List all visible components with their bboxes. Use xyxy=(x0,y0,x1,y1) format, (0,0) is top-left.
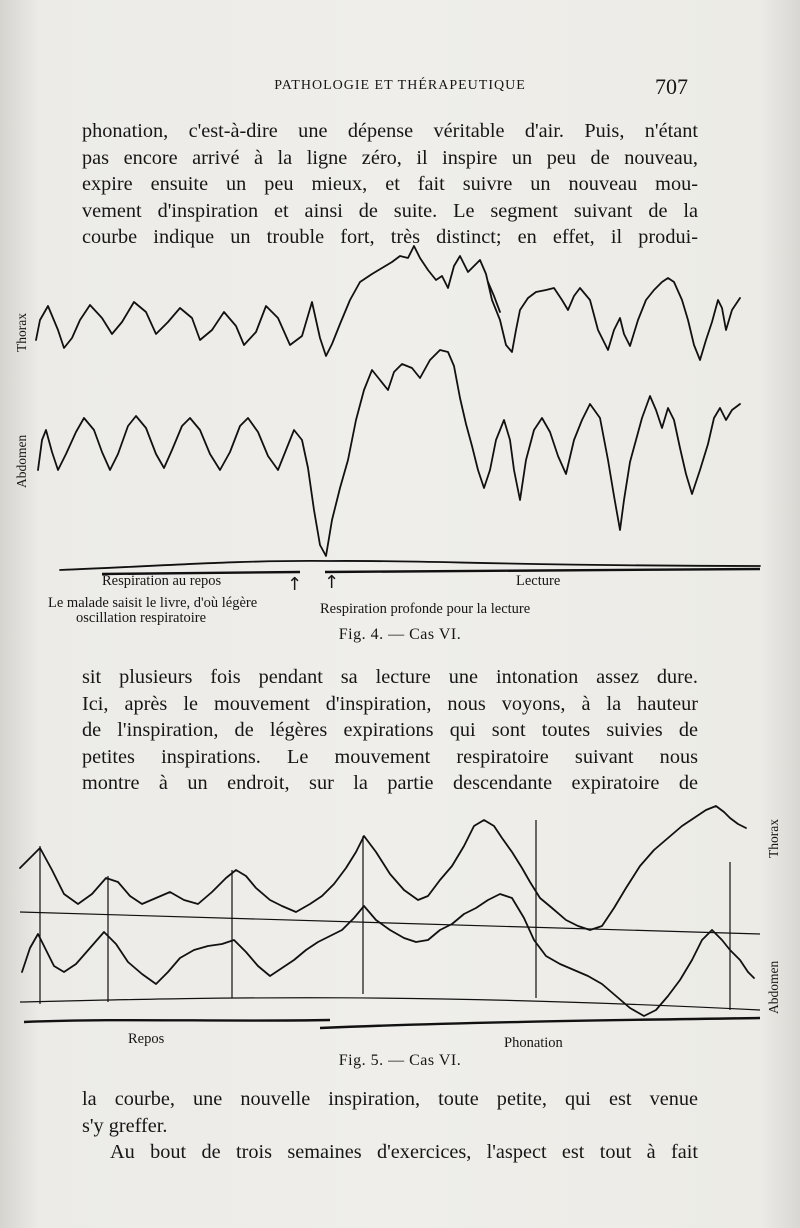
annotation-reading: Lecture xyxy=(516,573,561,589)
text-line: sit plusieurs fois pendant sa lecture une intonation assez dure. xyxy=(82,666,698,688)
figure-5-caption xyxy=(0,1052,800,1070)
text-line: vement d'inspiration et ainsi de suite. Le segment suivant de la xyxy=(82,199,698,222)
reference-line-lower xyxy=(20,998,760,1010)
annotation-book-line-1: Le malade saisit le livre, d'où légère xyxy=(48,595,258,611)
text-line: pas encore arrivé à la ligne zéro, il inspire un peu de nouveau, xyxy=(82,146,698,169)
text-line: la courbe, une nouvelle inspiration, toute petite, qui est venue xyxy=(82,1088,698,1110)
segment-phonation xyxy=(320,1018,760,1028)
text-line: s'y greffer. xyxy=(82,1114,168,1137)
page-number: 707 xyxy=(655,74,688,99)
annotation-rest: Respiration au repos xyxy=(102,573,222,589)
arrow-up-icon: ↑ xyxy=(287,574,303,595)
annotation-phonation: Phonation xyxy=(504,1035,563,1051)
abdomen-label: Abdomen xyxy=(766,960,781,1014)
thorax-label: Thorax xyxy=(14,313,29,352)
caption-case: — Cas VI. xyxy=(388,1052,462,1069)
text-line: de l'inspiration, de légères expirations qui sont toutes suivies de xyxy=(82,719,698,741)
caption-fig-number: Fig. 4. xyxy=(338,626,384,643)
text-line: petites inspirations. Le mouvement respiratoire suivant nous xyxy=(82,745,698,768)
running-title: PATHOLOGIE ET THÉRAPEUTIQUE xyxy=(274,78,526,93)
text-line: Ici, après le mouvement d'inspiration, nous voyons, à la hauteur xyxy=(82,692,698,715)
caption-fig-number: Fig. 5. xyxy=(338,1052,384,1069)
annotation-deep: Respiration profonde pour la lecture xyxy=(320,601,531,617)
annotation-rest: Repos xyxy=(128,1031,165,1047)
thorax-label: Thorax xyxy=(766,819,781,858)
text-line: expire ensuite un peu mieux, et fait suivre un nouveau mou- xyxy=(82,173,698,195)
text-line: montre à un endroit, sur la partie descendante expiratoire de xyxy=(82,772,698,794)
thorax-curve-5 xyxy=(20,806,746,930)
text-line: courbe indique un trouble fort, très distinct; en effet, il produi- xyxy=(82,226,698,248)
abdomen-label: Abdomen xyxy=(14,434,29,488)
caption-case: — Cas VI. xyxy=(388,626,462,643)
annotation-book-line-2: oscillation respiratoire xyxy=(76,610,207,626)
paragraph-3 xyxy=(82,1086,698,1139)
segment-rest xyxy=(24,1020,330,1022)
text-line: Au bout de trois semaines d'exercices, l'aspect est tout à fait xyxy=(110,1141,698,1163)
arrow-up-icon: ↑ xyxy=(324,572,340,593)
text-line: phonation, c'est-à-dire une dépense véritable d'air. Puis, n'étant xyxy=(82,120,698,142)
paragraph-4 xyxy=(82,1139,698,1166)
